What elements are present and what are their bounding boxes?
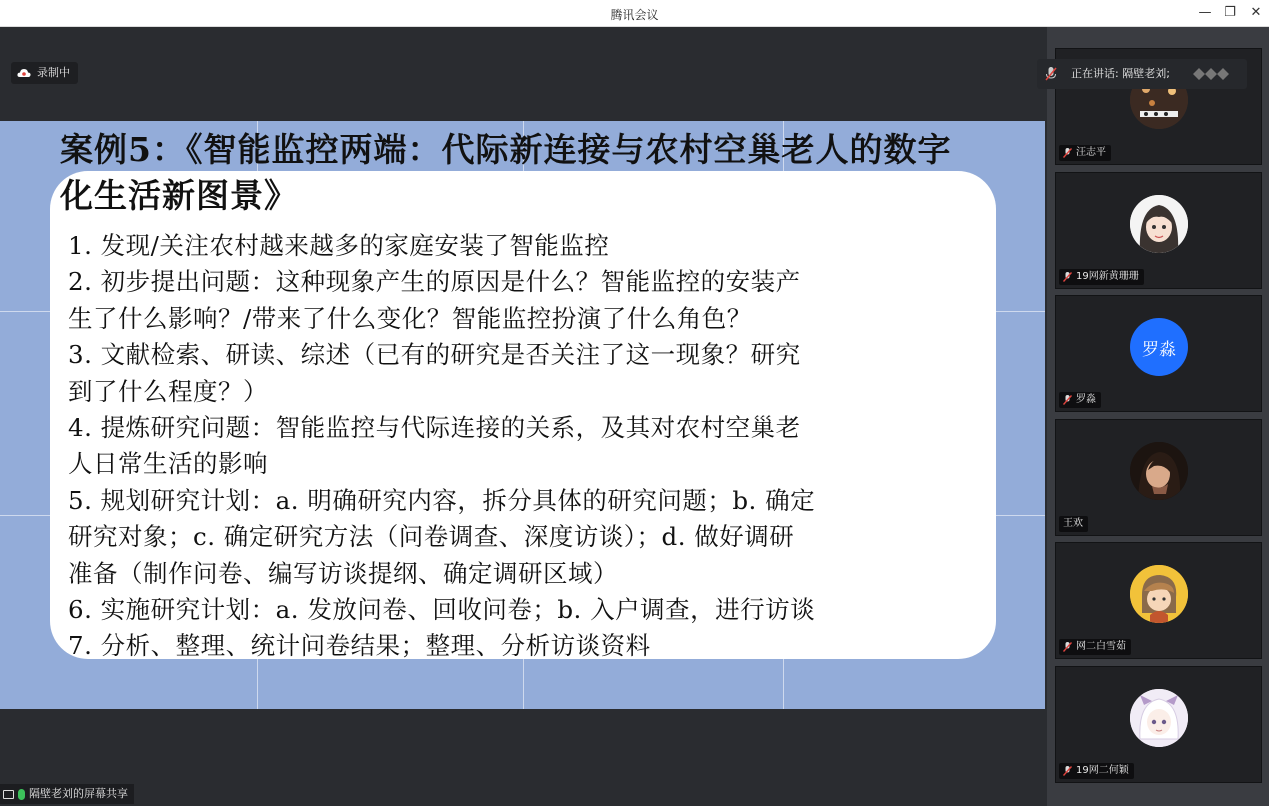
participant-name: 王欢 — [1063, 518, 1083, 529]
slide-line: 1. 发现/关注农村越来越多的家庭安装了智能监控 — [68, 231, 610, 260]
muted-mic-icon — [1045, 67, 1057, 81]
slide-line: 生了什么影响？/带来了什么变化？智能监控扮演了什么角色？ — [68, 303, 752, 333]
avatar — [1130, 195, 1188, 253]
minimize-button[interactable]: — — [1198, 5, 1212, 20]
slide-line: 到了什么程度？） — [68, 376, 268, 406]
slide-line: 5. 规划研究计划：a. 明确研究内容，拆分具体的研究问题；b. 确定 — [68, 485, 816, 515]
anime-avatar-icon — [1130, 689, 1188, 747]
participant-namebar — [1059, 269, 1144, 285]
muted-mic-icon — [1063, 272, 1072, 282]
slide-line: 6. 实施研究计划：a. 发放问卷、回收问卷；b. 入户调查，进行访谈 — [68, 595, 816, 625]
slide-line: 2. 初步提出问题：这种现象产生的原因是什么？智能监控的安装产 — [68, 267, 801, 297]
window-titlebar — [0, 0, 1269, 27]
avatar — [1130, 565, 1188, 623]
share-owner-label: 隔壁老刘的屏幕共享 — [29, 787, 128, 800]
participant-namebar — [1059, 145, 1111, 161]
slide-line: 3. 文献检索、研读、综述（已有的研究是否关注了这一现象？研究 — [68, 340, 801, 370]
screen-icon — [3, 790, 14, 799]
muted-mic-icon — [1063, 395, 1072, 405]
slide-line: 7. 分析、整理、统计问卷结果；整理、分析访谈资料 — [68, 631, 651, 661]
cloud-record-icon — [17, 68, 31, 78]
restore-button[interactable]: ❐ — [1224, 5, 1236, 20]
participant-tile[interactable] — [1055, 172, 1262, 289]
anime-girl-avatar-icon — [1130, 195, 1188, 253]
recording-label: 录制中 — [37, 66, 70, 79]
speaking-indicator — [1037, 59, 1247, 89]
recording-badge[interactable] — [11, 62, 78, 84]
participant-namebar — [1059, 392, 1101, 408]
slide-line: 准备（制作问卷、编写访谈提纲、确定调研区域） — [68, 558, 618, 588]
participant-namebar — [1059, 639, 1131, 655]
slide-line: 研究对象；c. 确定研究方法（问卷调查、深度访谈）；d. 做好调研 — [68, 522, 795, 552]
participant-name: 网二白雪茹 — [1076, 641, 1126, 652]
slide-title: 案例5：《智能监控两端：代际新连接与农村空巢老人的数字化生活新图景》 — [60, 130, 952, 215]
window-title: 腾讯会议 — [610, 8, 659, 22]
participant-namebar — [1059, 763, 1134, 779]
microphone-icon — [18, 789, 25, 800]
participant-name: 19网二何颖 — [1076, 765, 1129, 776]
shared-slide — [0, 121, 1045, 709]
participant-name: 汪志平 — [1076, 147, 1106, 158]
slide-body — [68, 228, 968, 665]
participant-tile[interactable] — [1055, 419, 1262, 536]
avatar-initials: 罗淼 — [1130, 318, 1188, 376]
muted-mic-icon — [1063, 766, 1072, 776]
photo-portrait-avatar-icon — [1130, 442, 1188, 500]
muted-mic-icon — [1063, 148, 1072, 158]
speaking-label: 正在讲话: 隔壁老刘; — [1071, 67, 1170, 80]
audio-wave-icon — [1193, 68, 1233, 80]
participant-name: 罗淼 — [1076, 394, 1096, 405]
screen-share-label — [0, 784, 134, 804]
cartoon-avatar-icon — [1130, 565, 1188, 623]
participant-tile[interactable] — [1055, 542, 1262, 659]
avatar — [1130, 442, 1188, 500]
participant-name: 19网新黄珊珊 — [1076, 271, 1139, 282]
close-button[interactable]: ✕ — [1250, 5, 1262, 20]
participant-tile[interactable] — [1055, 666, 1262, 783]
avatar — [1130, 689, 1188, 747]
slide-line: 人日常生活的影响 — [68, 449, 268, 479]
participant-tile[interactable] — [1055, 295, 1262, 412]
muted-mic-icon — [1063, 642, 1072, 652]
slide-line: 4. 提炼研究问题：智能监控与代际连接的关系，及其对农村空巢老 — [68, 413, 801, 443]
participant-namebar — [1059, 516, 1088, 532]
